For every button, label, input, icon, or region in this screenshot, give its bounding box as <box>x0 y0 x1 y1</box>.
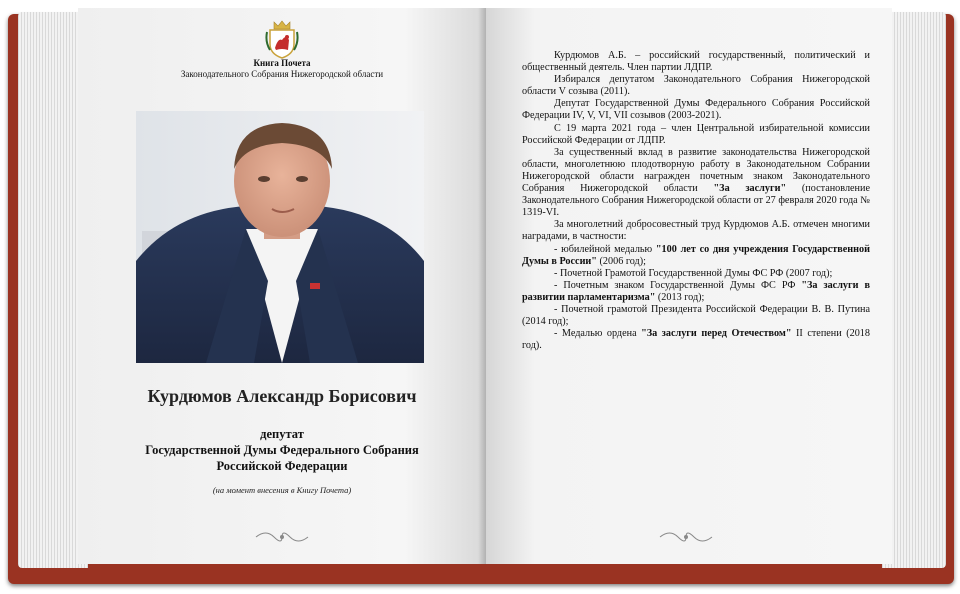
bio-paragraph <box>522 244 870 268</box>
bio-text: (постановление Законодательного Собрания Нижегородской области от 27 февраля 2020 года № 1319-VI. <box>522 183 870 219</box>
position-line-1: депутат <box>260 427 304 441</box>
bio-paragraph <box>522 280 870 304</box>
right-page <box>486 8 892 564</box>
bio-text: - Медалью ордена <box>554 328 642 340</box>
book-title: Книга Почета <box>253 58 311 68</box>
flourish-ornament-icon <box>656 528 716 546</box>
bio-paragraph: - Почетной грамотой Президента Российской Федерации В. В. Путина (2014 год); <box>522 303 870 328</box>
person-name: Курдюмов Александр Борисович <box>147 386 417 406</box>
bio-paragraph <box>522 328 870 352</box>
coat-of-arms-icon <box>264 18 300 60</box>
bio-paragraph: - Почетной Грамотой Государственной Думы ФС РФ (2007 год); <box>554 267 833 279</box>
award-title: "За заслуги перед Отечеством" <box>641 328 792 340</box>
bio-text: - юбилейной медалью <box>554 243 656 255</box>
bio-text: За существенный вклад в развитие законодательства Нижегородской области, многолетнюю плодотворную работу в Законодательном Собрании Нижегородской области награжден почетным знаком Законодательного Собрания Нижегородской области <box>522 146 870 195</box>
bio-text: (2013 год); <box>655 291 705 303</box>
award-title: "За заслуги" <box>713 183 787 195</box>
position-line-3: Российской Федерации <box>216 459 348 473</box>
bio-paragraph: Избирался депутатом Законодательного Собрания Нижегородской области V созыва (2011). <box>522 74 870 98</box>
bio-paragraph <box>522 147 870 220</box>
bio-paragraph: С 19 марта 2021 года – член Центральной избирательной комиссии Российской Федерации от ЛДПР. <box>522 122 870 146</box>
book-header <box>78 58 486 80</box>
award-title: "За заслуги в развитии парламентаризма" <box>522 279 870 303</box>
portrait-photo <box>136 111 424 363</box>
left-page <box>78 8 486 564</box>
organization-name: Законодательного Собрания Нижегородской области <box>180 69 384 79</box>
entry-note: (на момент внесения в Книгу Почета) <box>212 485 352 495</box>
bio-paragraph: Депутат Государственной Думы Федерального Собрания Российской Федерации IV, V, VI, VII созывов (2003-2021). <box>522 98 870 122</box>
biography-text <box>522 50 870 352</box>
position-line-2: Государственной Думы Федерального Собрания <box>145 443 419 457</box>
bio-text: - Почетным знаком Государственной Думы ФС РФ <box>554 279 802 291</box>
bio-paragraph: Курдюмов А.Б. – российский государственный, политический и общественный деятель. Член партии ЛДПР. <box>522 50 870 74</box>
bio-text: II степени (2018 год). <box>522 328 870 352</box>
flourish-ornament-icon <box>252 528 312 546</box>
bio-paragraph: За многолетний добросовестный труд Курдюмов А.Б. отмечен многими наградами, в частности: <box>522 219 870 243</box>
award-title: "100 лет со дня учреждения Государственной Думы в России" <box>522 243 870 267</box>
bio-text: (2006 год); <box>596 255 646 267</box>
person-position <box>78 426 486 474</box>
